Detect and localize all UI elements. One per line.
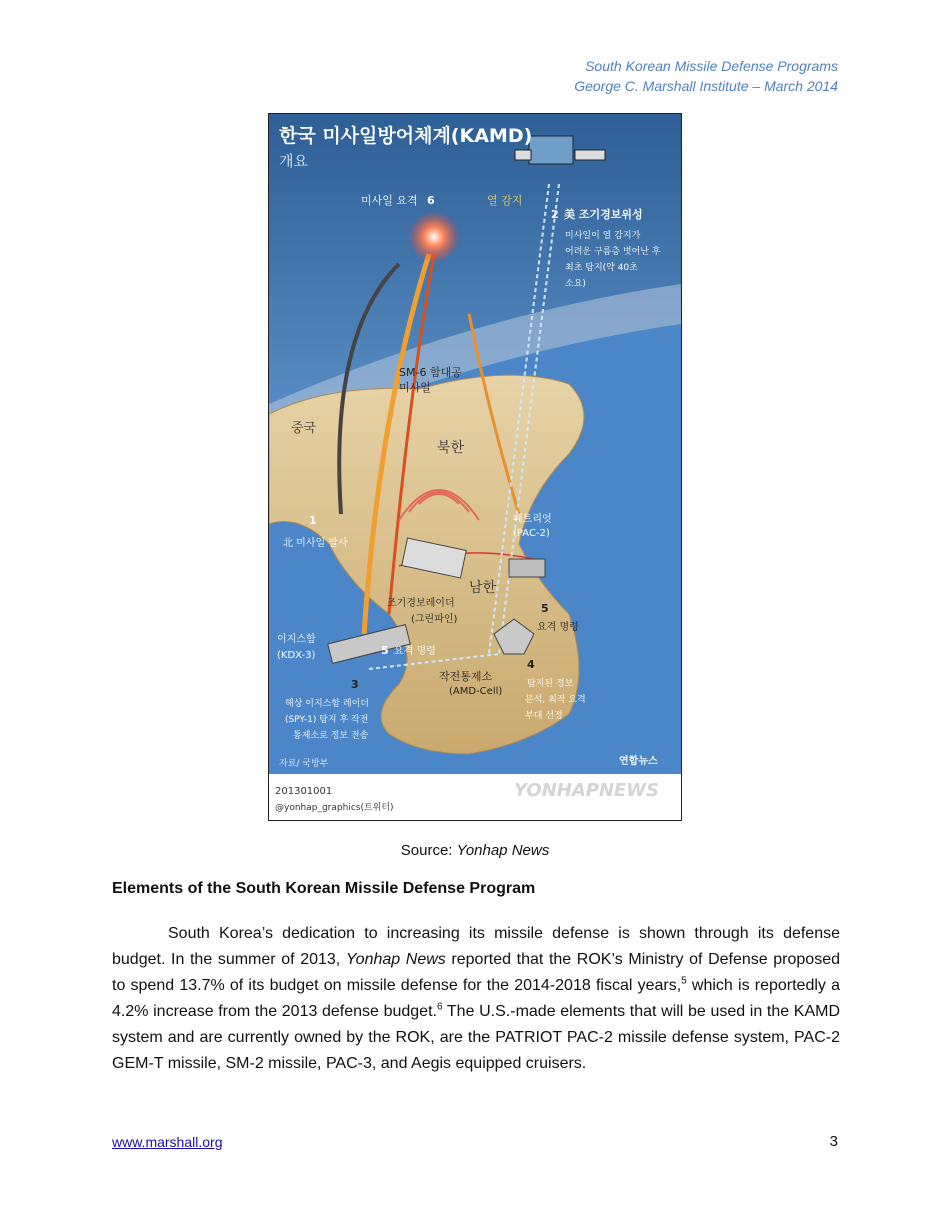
figure-subtitle: 개요 bbox=[279, 152, 308, 170]
footnote-ref-5[interactable]: 5 bbox=[681, 975, 687, 987]
para-text-2: reported that the ROK’s Ministry of Defense proposed to spend 13.7% of its budget on missile defense for the 2014-2018 fiscal years, bbox=[112, 951, 841, 994]
figure-title: 한국 미사일방어체계(KAMD) bbox=[279, 125, 533, 147]
label-aegis-1: 이지스함 bbox=[277, 634, 316, 645]
label-patriot-1: 패트리엇 bbox=[513, 514, 552, 525]
label-n4: 4 bbox=[527, 658, 535, 671]
label-intercept: 미사일 요격 bbox=[361, 194, 418, 207]
label-order: 요격 명령 bbox=[537, 622, 579, 633]
label-n2: 2 bbox=[551, 208, 559, 221]
figure-caption bbox=[0, 842, 950, 859]
yonhap-watermark: YONHAPNEWS bbox=[514, 780, 660, 801]
label-command-desc-1: 탐지된 정보 bbox=[527, 679, 574, 689]
header-title: South Korean Missile Defense Programs bbox=[585, 58, 838, 74]
label-n5b: 5 bbox=[381, 644, 389, 657]
label-command-1: 작전통제소 bbox=[439, 670, 493, 683]
label-aegis-2: (KDX-3) bbox=[277, 650, 316, 661]
body-paragraph bbox=[112, 921, 840, 1077]
label-handle: @yonhap_graphics(트위터) bbox=[275, 803, 394, 813]
label-sat-desc-3: 최초 탐지(약 40초 bbox=[565, 263, 638, 273]
label-n3: 3 bbox=[351, 678, 359, 691]
running-header bbox=[574, 56, 838, 96]
intercept-burst bbox=[408, 211, 460, 263]
footer-website-link[interactable]: www.marshall.org bbox=[112, 1134, 223, 1150]
label-command-2: (AMD-Cell) bbox=[449, 686, 503, 697]
label-order2: 요격 명령 bbox=[394, 646, 436, 657]
label-sat-desc-4: 소요) bbox=[565, 279, 586, 289]
caption-source: Yonhap News bbox=[456, 842, 550, 859]
label-command-desc-3: 부대 선정 bbox=[525, 711, 563, 721]
label-patriot-2: (PAC-2) bbox=[513, 528, 550, 539]
label-sm6-1: SM-6 함대공 bbox=[399, 366, 462, 379]
para-italic-source: Yonhap News bbox=[345, 951, 446, 968]
label-n6: 6 bbox=[427, 194, 435, 207]
label-code: 201301001 bbox=[275, 786, 333, 797]
label-aegis-desc-2: (SPY-1) 탐지 후 작전 bbox=[285, 715, 369, 725]
label-source: 자료/ 국방부 bbox=[279, 759, 329, 769]
label-sat-desc-2: 어려운 구름층 벗어난 후 bbox=[565, 247, 661, 257]
label-sat: 美 조기경보위성 bbox=[564, 208, 643, 221]
label-china: 중국 bbox=[291, 421, 317, 436]
caption-prefix: Source: bbox=[400, 842, 457, 859]
para-text-4: The U.S.-made elements that will be used in the KAMD system and are currently owned by the ROK, are the PATRIOT PAC-2 missile defense system, PAC-2 GEM-T missile, SM-2 missile, PAC-3, and Aegis equipped cruisers. bbox=[112, 1003, 840, 1072]
patriot-launcher-icon bbox=[509, 559, 545, 577]
label-south-korea: 남한 bbox=[469, 580, 497, 596]
label-n5a: 5 bbox=[541, 602, 549, 615]
label-aegis-desc-1: 해상 이지스함 레이더 bbox=[285, 699, 369, 709]
header-subtitle: George C. Marshall Institute – March 2014 bbox=[574, 78, 838, 94]
infographic-svg bbox=[269, 114, 681, 820]
label-heat: 열 감지 bbox=[487, 194, 523, 207]
footnote-ref-6[interactable]: 6 bbox=[436, 1001, 443, 1013]
label-radar-1: 조기경보레이더 bbox=[387, 598, 455, 609]
para-text-1: South Korea’s dedication to increasing its missile defense is shown through its defense budget. In the summer of 2013, bbox=[112, 925, 840, 968]
label-sat-desc-1: 미사일이 열 감지가 bbox=[565, 231, 641, 241]
section-title: Elements of the South Korean Missile Defense Program bbox=[112, 880, 536, 897]
page-number: 3 bbox=[829, 1133, 838, 1150]
label-north-korea: 북한 bbox=[437, 440, 465, 456]
label-launch: 北 미사일 발사 bbox=[283, 538, 348, 549]
yonhap-logo: 연합뉴스 bbox=[619, 756, 658, 767]
label-aegis-desc-3: 통제소로 정보 전송 bbox=[293, 731, 369, 741]
para-text-3: which is reportedly a 4.2% increase from the 2013 defense budget. bbox=[112, 977, 840, 1020]
kamd-infographic bbox=[268, 113, 682, 821]
label-sm6-2: 미사일 bbox=[399, 381, 431, 394]
label-radar-2: (그린파인) bbox=[411, 614, 458, 625]
label-n1: 1 bbox=[309, 514, 317, 527]
label-command-desc-2: 분석, 최적 요격 bbox=[525, 695, 586, 705]
